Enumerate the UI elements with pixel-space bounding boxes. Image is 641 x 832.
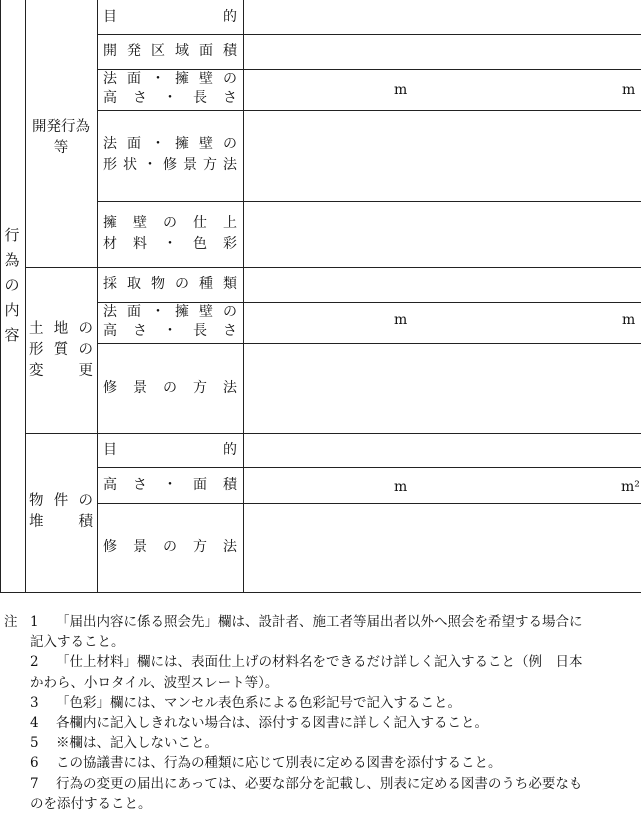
note-item: 3 「色彩」欄には、マンセル表色系による色彩記号で記入すること。 [30, 694, 461, 711]
note-item: 4 各欄内に記入しきれない場合は、添付する図書に詳しく記入すること。 [30, 715, 488, 732]
outer-label-char: 内 [4, 301, 20, 319]
note-item: 6 この協議書には、行為の種類に応じて別表に定める図書を添付すること。 [30, 755, 502, 772]
row-label-extraction-type: 採取物の種類 [103, 276, 237, 292]
row-label-slope-height-length-2: 法面・擁壁の 高さ・長さ [103, 304, 237, 339]
value-cell-wall-finish[interactable] [244, 202, 641, 267]
value-cell-development-area[interactable] [244, 35, 641, 69]
value-cell-purpose-2[interactable] [244, 434, 641, 467]
note-item: 5 ※欄は、記入しないこと。 [30, 735, 218, 752]
table-border-bottom [0, 592, 641, 593]
row-label-landscape-method-2: 修景の方法 [103, 539, 237, 555]
row-label-wall-finish: 擁壁の仕上 材料・色彩 [103, 215, 237, 252]
outer-label-char: 為 [4, 251, 20, 269]
table-divider-outer [25, 0, 26, 592]
outer-label [3, 228, 21, 353]
value-cell-slope-height[interactable] [244, 70, 641, 110]
table-border-left [0, 0, 1, 592]
value-cell-slope-height-2[interactable] [244, 303, 641, 343]
unit-length-2: m [622, 312, 636, 328]
notes-lead: 注 [4, 614, 18, 630]
unit-height-3: m [394, 479, 408, 495]
value-cell-slope-shape[interactable] [244, 111, 641, 201]
note-item: 2 「仕上材料」欄には、表面仕上げの材料名をできるだけ詳しく記入すること（例 日本 かわら、小ロタイル、波型スレート等）。 [30, 654, 583, 691]
section-label-development: 開発行為 等 [32, 119, 90, 156]
value-cell-height-area[interactable] [244, 468, 641, 503]
unit-height: m [394, 82, 408, 98]
unit-height-2: m [394, 312, 408, 328]
value-cell-purpose[interactable] [244, 0, 641, 34]
value-cell-landscape-method[interactable] [244, 344, 641, 433]
value-cell-landscape-method-2[interactable] [244, 504, 641, 592]
row-label-slope-height-length: 法面・擁壁の 高さ・長さ [103, 71, 237, 106]
unit-length: m [622, 82, 636, 98]
row-label-development-area: 開発区域面積 [103, 43, 237, 59]
note-item: 1 「届出内容に係る照会先」欄は、設計者、施工者等届出者以外へ照会を希望する場合に 記入すること。 [30, 614, 583, 651]
section-label-land-change: 土地の 形質の 変 更 [29, 321, 93, 379]
outer-label-char: 行 [4, 226, 20, 244]
unit-area: m² [621, 479, 640, 495]
row-label-slope-shape: 法面・擁壁の 形状・修景方法 [103, 136, 237, 173]
value-cell-extraction-type[interactable] [244, 268, 641, 302]
outer-label-char: の [4, 276, 20, 294]
section-label-accumulation: 物件の 堆 積 [29, 493, 93, 530]
outer-label-char: 容 [4, 326, 20, 344]
row-label-height-area: 高さ・面積 [103, 477, 237, 493]
note-item: 7 行為の変更の届出にあっては、必要な部分を記載し、別表に定める図書のうち必要なも のを添付すること。 [30, 775, 583, 812]
notes [4, 612, 638, 814]
row-label-landscape-method: 修景の方法 [103, 380, 237, 396]
